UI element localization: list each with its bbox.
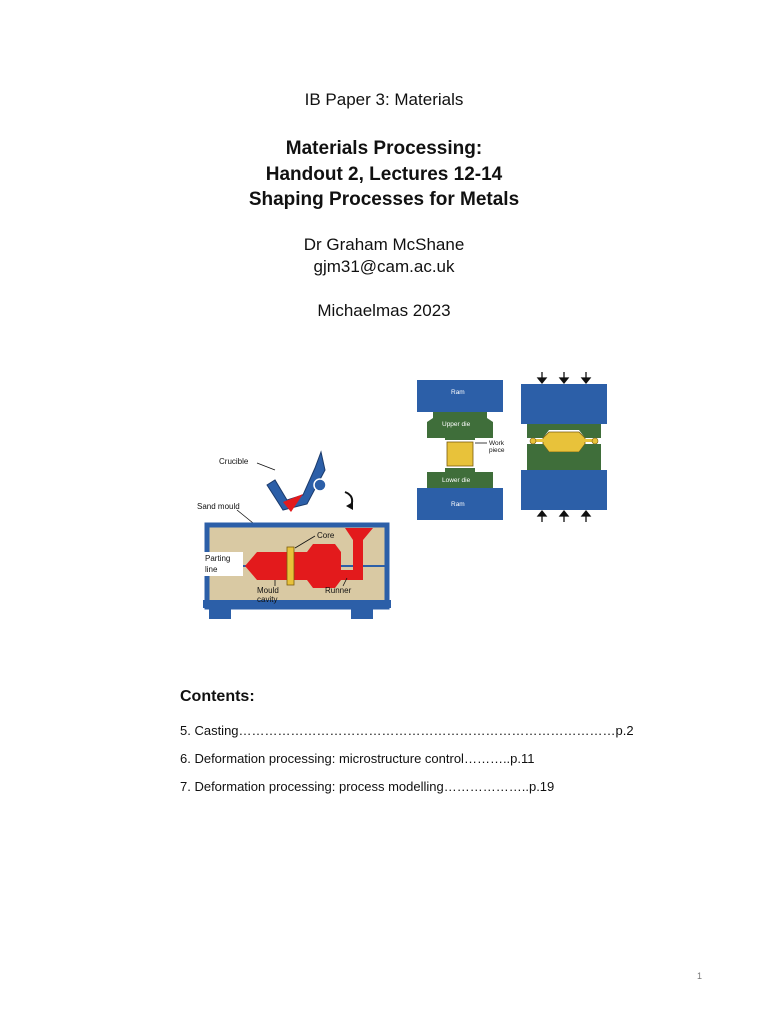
toc-item-microstructure-control[interactable]: 6. Deformation processing: microstructure control………..p.11 bbox=[180, 751, 535, 766]
author-email[interactable]: gjm31@cam.ac.uk bbox=[313, 257, 455, 276]
label-core: Core bbox=[317, 531, 335, 540]
document-title-line-2: Handout 2, Lectures 12-14 bbox=[265, 164, 503, 185]
label-work-1: Work bbox=[489, 440, 505, 447]
crucible-illustration bbox=[267, 452, 353, 512]
toc-item-casting[interactable]: 5. Casting……………………………………………………………………………p.2 bbox=[180, 723, 634, 738]
toc-item-process-modelling[interactable]: 7. Deformation processing: process modelling………………..p.19 bbox=[180, 779, 555, 794]
label-parting-line-1: Parting bbox=[205, 554, 231, 563]
label-ram-bottom: Ram bbox=[451, 501, 465, 508]
contents-heading: Contents: bbox=[180, 688, 255, 705]
label-sand-mould: Sand mould bbox=[197, 502, 240, 511]
label-mould-cavity-2: cavity bbox=[257, 595, 278, 604]
page-number: 1 bbox=[697, 971, 703, 981]
sand-casting-figure bbox=[195, 440, 395, 625]
label-runner: Runner bbox=[325, 586, 352, 595]
forging-closed-dies bbox=[521, 372, 607, 522]
label-parting-line-2: line bbox=[205, 565, 218, 574]
document-title-line-1: Materials Processing: bbox=[285, 138, 483, 159]
label-lower-die: Lower die bbox=[442, 477, 471, 484]
label-mould-cavity-1: Mould bbox=[257, 586, 279, 595]
course-title: IB Paper 3: Materials bbox=[304, 90, 464, 109]
label-upper-die: Upper die bbox=[442, 421, 471, 428]
closed-die-forging-figure bbox=[415, 370, 610, 522]
author-name: Dr Graham McShane bbox=[303, 235, 465, 254]
term: Michaelmas 2023 bbox=[317, 301, 451, 320]
label-work-2: piece bbox=[489, 447, 505, 454]
label-crucible: Crucible bbox=[219, 457, 249, 466]
document-title-line-3: Shaping Processes for Metals bbox=[248, 189, 520, 210]
label-ram-top: Ram bbox=[451, 389, 465, 396]
